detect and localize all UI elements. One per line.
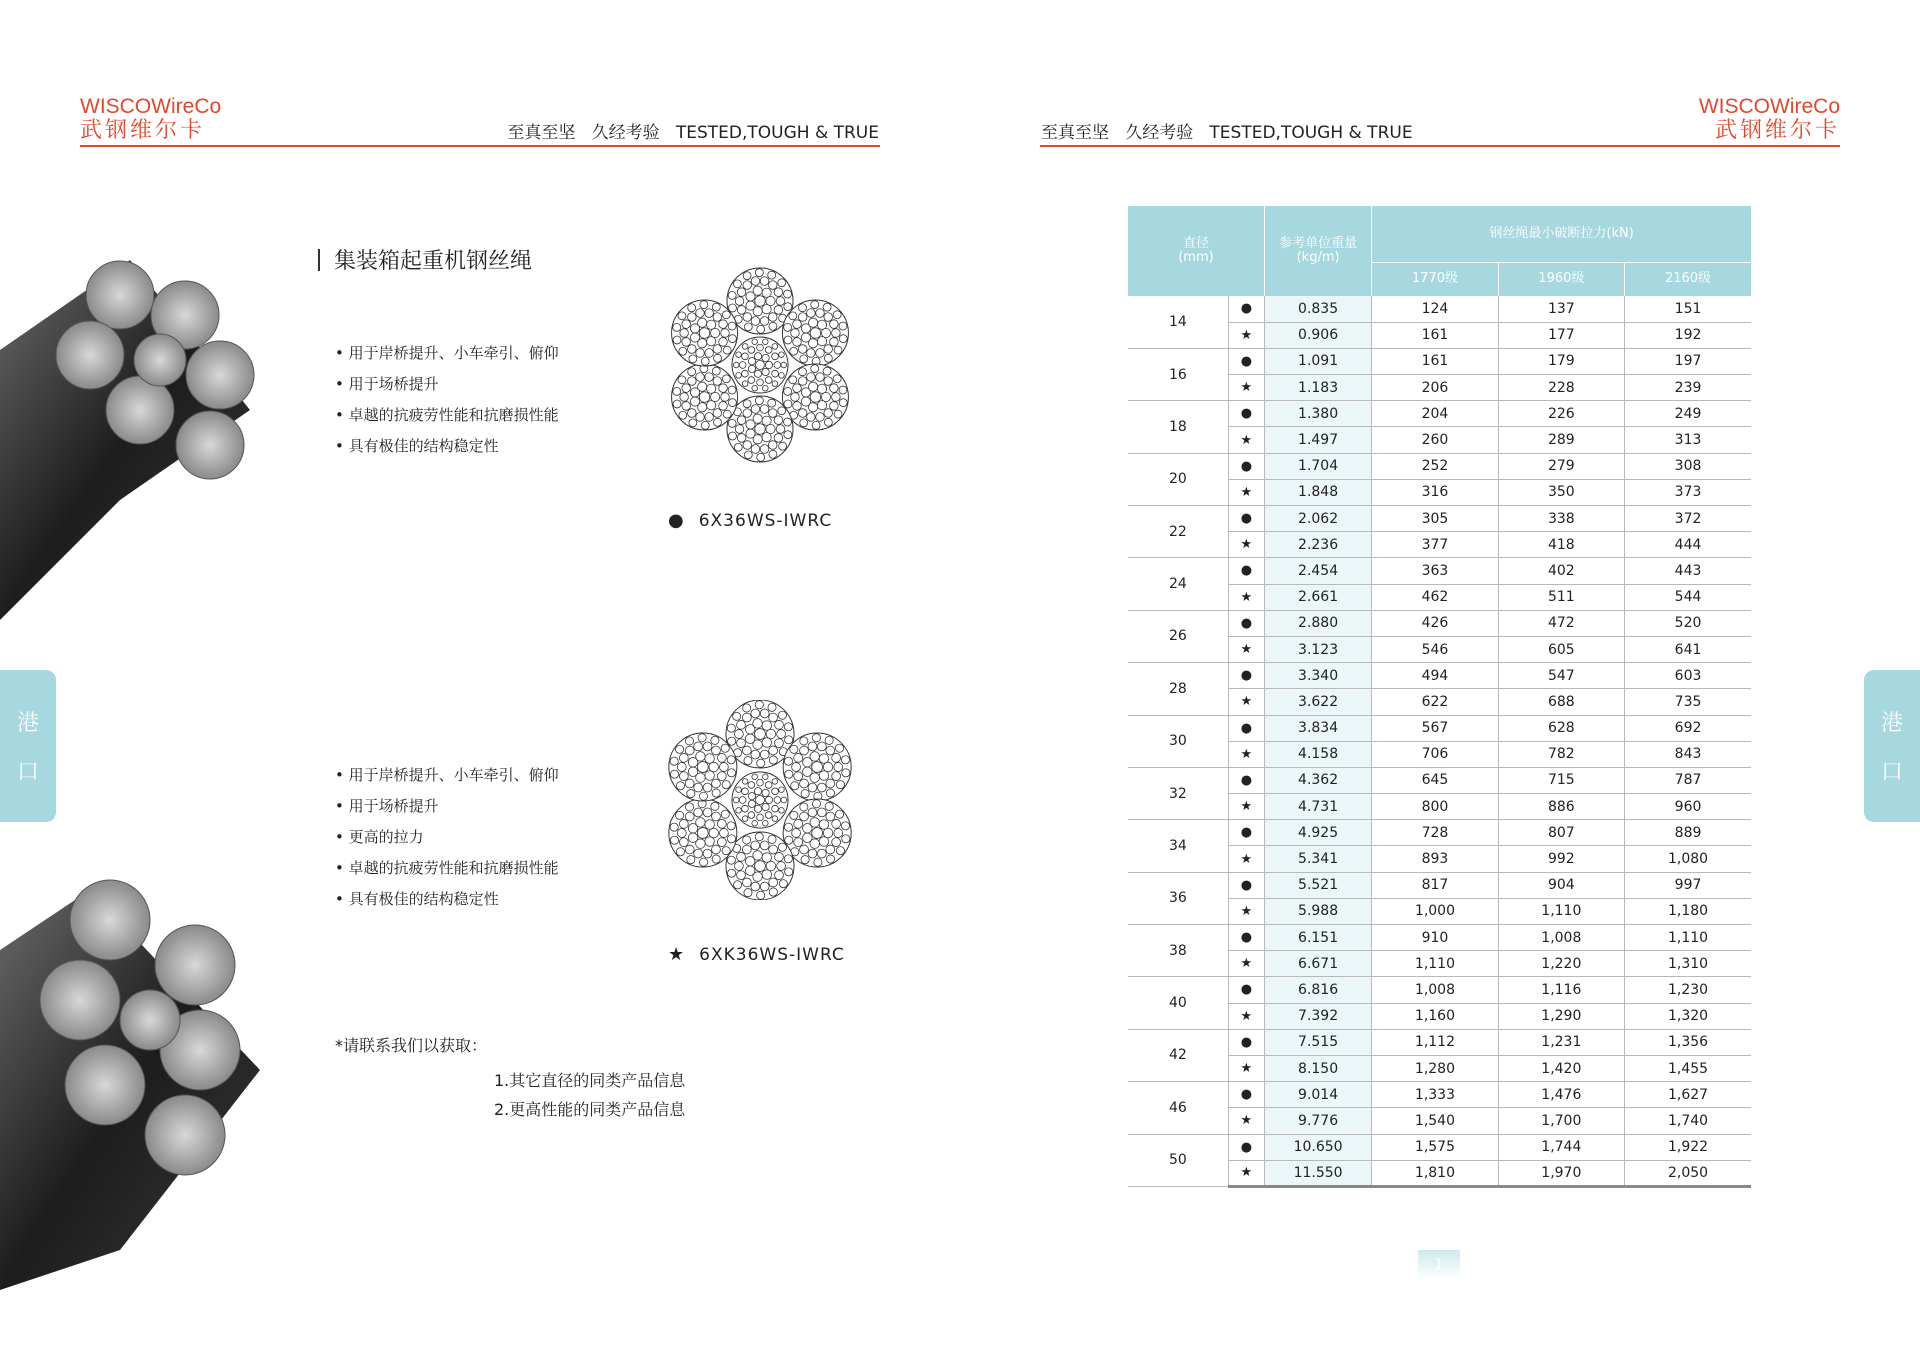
col-header-grade: 1960级: [1498, 262, 1624, 296]
marker-cell: ★: [1228, 322, 1264, 348]
brand-name-en: WISCOWireCo: [1698, 95, 1840, 118]
marker-cell: ★: [1228, 479, 1264, 505]
spec-table: [1128, 206, 1751, 1188]
table-row: [1128, 401, 1751, 427]
marker-cell: ★: [1228, 846, 1264, 872]
marker-cell: ★: [1228, 636, 1264, 662]
contact-heading: *请联系我们以获取：: [335, 1036, 488, 1055]
table-row: [1128, 820, 1751, 846]
force-cell: 177: [1498, 322, 1624, 348]
table-row: [1128, 506, 1751, 532]
force-cell: 567: [1372, 715, 1498, 741]
page-number: 1: [1418, 1250, 1460, 1280]
table-row: [1128, 558, 1751, 584]
force-cell: 1,160: [1372, 1003, 1498, 1029]
force-cell: 1,356: [1625, 1029, 1751, 1055]
force-cell: 1,231: [1498, 1029, 1624, 1055]
force-cell: 960: [1625, 794, 1751, 820]
force-cell: 1,110: [1372, 951, 1498, 977]
weight-cell: 4.158: [1264, 741, 1371, 767]
force-cell: 161: [1372, 322, 1498, 348]
force-cell: 402: [1498, 558, 1624, 584]
marker-cell: ★: [1228, 689, 1264, 715]
marker-cell: ●: [1228, 1082, 1264, 1108]
table-row: [1128, 1082, 1751, 1108]
force-cell: 997: [1625, 872, 1751, 898]
force-cell: 1,476: [1498, 1082, 1624, 1108]
force-cell: 511: [1498, 584, 1624, 610]
diameter-cell: 28: [1128, 663, 1228, 715]
marker-cell: ●: [1228, 610, 1264, 636]
marker-cell: ★: [1228, 427, 1264, 453]
product1-model: 6X36WS-IWRC: [698, 510, 833, 531]
force-cell: 886: [1498, 794, 1624, 820]
side-tab-right[interactable]: [1864, 670, 1920, 822]
force-cell: 151: [1625, 296, 1751, 322]
diameter-cell: 36: [1128, 872, 1228, 924]
weight-cell: 3.622: [1264, 689, 1371, 715]
force-cell: 1,744: [1498, 1134, 1624, 1160]
force-cell: 308: [1625, 453, 1751, 479]
table-row: [1128, 1029, 1751, 1055]
force-cell: 728: [1372, 820, 1498, 846]
weight-cell: 1.091: [1264, 348, 1371, 374]
table-row: [1128, 348, 1751, 374]
force-cell: 472: [1498, 610, 1624, 636]
weight-cell: 2.880: [1264, 610, 1371, 636]
force-cell: 1,740: [1625, 1108, 1751, 1134]
product1-caption: [668, 510, 832, 531]
weight-unit: (kg/m): [1296, 250, 1340, 265]
force-cell: 226: [1498, 401, 1624, 427]
marker-cell: ★: [1228, 584, 1264, 610]
marker-cell: ★: [1228, 532, 1264, 558]
brand-name-en: WISCOWireCo: [80, 95, 222, 118]
contact-item: 1.其它直径的同类产品信息: [494, 1071, 686, 1090]
force-cell: 338: [1498, 506, 1624, 532]
weight-cell: 1.704: [1264, 453, 1371, 479]
diameter-cell: 16: [1128, 348, 1228, 400]
force-cell: 206: [1372, 375, 1498, 401]
force-cell: 605: [1498, 636, 1624, 662]
table-row: [1128, 925, 1751, 951]
brand-name-cn: 武钢维尔卡: [80, 118, 206, 143]
force-cell: 546: [1372, 636, 1498, 662]
marker-cell: ●: [1228, 1134, 1264, 1160]
force-cell: 1,112: [1372, 1029, 1498, 1055]
force-cell: 313: [1625, 427, 1751, 453]
steel-rope-photo-bottom: [0, 870, 270, 1290]
force-cell: 520: [1625, 610, 1751, 636]
diameter-cell: 14: [1128, 296, 1228, 348]
weight-cell: 1.380: [1264, 401, 1371, 427]
weight-label: 参考单位重量: [1279, 236, 1358, 251]
side-tab-char: 口: [1880, 760, 1903, 785]
marker-cell: ★: [1228, 1055, 1264, 1081]
marker-cell: ★: [1228, 741, 1264, 767]
force-cell: 1,922: [1625, 1134, 1751, 1160]
table-row: [1128, 767, 1751, 793]
diameter-cell: 20: [1128, 453, 1228, 505]
contact-item: 2.更高性能的同类产品信息: [494, 1100, 686, 1119]
diameter-cell: 24: [1128, 558, 1228, 610]
weight-cell: 5.521: [1264, 872, 1371, 898]
diameter-cell: 42: [1128, 1029, 1228, 1081]
force-cell: 1,540: [1372, 1108, 1498, 1134]
force-cell: 137: [1498, 296, 1624, 322]
marker-cell: ●: [1228, 558, 1264, 584]
force-cell: 426: [1372, 610, 1498, 636]
force-cell: 1,627: [1625, 1082, 1751, 1108]
diameter-cell: 18: [1128, 401, 1228, 453]
feature-item: • 用于岸桥提升、小车牵引、俯仰: [335, 338, 559, 369]
force-cell: 316: [1372, 479, 1498, 505]
weight-cell: 0.906: [1264, 322, 1371, 348]
diameter-cell: 22: [1128, 506, 1228, 558]
force-cell: 444: [1625, 532, 1751, 558]
force-cell: 179: [1498, 348, 1624, 374]
force-cell: 893: [1372, 846, 1498, 872]
force-cell: 547: [1498, 663, 1624, 689]
diameter-cell: 46: [1128, 1082, 1228, 1134]
diameter-cell: 32: [1128, 767, 1228, 819]
force-cell: 1,220: [1498, 951, 1624, 977]
marker-cell: ★: [1228, 1108, 1264, 1134]
marker-cell: ●: [1228, 977, 1264, 1003]
section-title-text: 集装箱起重机钢丝绳: [334, 249, 533, 274]
marker-cell: ★: [1228, 1003, 1264, 1029]
force-cell: 373: [1625, 479, 1751, 505]
force-cell: 645: [1372, 767, 1498, 793]
diameter-cell: 38: [1128, 925, 1228, 977]
weight-cell: 2.236: [1264, 532, 1371, 558]
diameter-cell: 40: [1128, 977, 1228, 1029]
force-cell: 377: [1372, 532, 1498, 558]
circle-marker-icon: ●: [668, 510, 685, 531]
force-cell: 603: [1625, 663, 1751, 689]
weight-cell: 5.988: [1264, 898, 1371, 924]
weight-cell: 9.014: [1264, 1082, 1371, 1108]
force-cell: 1,110: [1625, 925, 1751, 951]
force-cell: 1,116: [1498, 977, 1624, 1003]
force-cell: 228: [1498, 375, 1624, 401]
title-bar: [318, 249, 320, 271]
force-cell: 628: [1498, 715, 1624, 741]
table-row: [1128, 610, 1751, 636]
header-rule-right: [1040, 145, 1840, 147]
force-cell: 1,008: [1498, 925, 1624, 951]
force-cell: 904: [1498, 872, 1624, 898]
marker-cell: ●: [1228, 767, 1264, 793]
col-header-breaking-force: 钢丝绳最小破断拉力(kN): [1372, 206, 1751, 262]
header-rule-left: [80, 145, 880, 147]
weight-cell: 11.550: [1264, 1160, 1371, 1186]
col-header-diameter: [1128, 206, 1264, 296]
feature-item: • 用于岸桥提升、小车牵引、俯仰: [335, 760, 559, 791]
brand-logo-left: [80, 96, 221, 144]
force-cell: 622: [1372, 689, 1498, 715]
force-cell: 124: [1372, 296, 1498, 322]
force-cell: 1,700: [1498, 1108, 1624, 1134]
force-cell: 239: [1625, 375, 1751, 401]
marker-cell: ●: [1228, 1029, 1264, 1055]
diameter-unit: (mm): [1178, 250, 1214, 265]
marker-cell: ●: [1228, 872, 1264, 898]
marker-cell: ★: [1228, 375, 1264, 401]
weight-cell: 2.454: [1264, 558, 1371, 584]
brand-logo-right: [1699, 96, 1840, 144]
force-cell: 197: [1625, 348, 1751, 374]
feature-item: • 卓越的抗疲劳性能和抗磨损性能: [335, 400, 559, 431]
brand-name-cn: 武钢维尔卡: [1714, 118, 1840, 143]
weight-cell: 1.183: [1264, 375, 1371, 401]
col-header-grade: 2160级: [1625, 262, 1751, 296]
weight-cell: 6.816: [1264, 977, 1371, 1003]
table-row: [1128, 1134, 1751, 1160]
rope-cross-section-6x36ws: [660, 265, 860, 465]
weight-cell: 5.341: [1264, 846, 1371, 872]
rope-cross-section-6xk36ws: [660, 700, 860, 900]
table-row: [1128, 663, 1751, 689]
force-cell: 1,000: [1372, 898, 1498, 924]
force-cell: 1,180: [1625, 898, 1751, 924]
force-cell: 1,455: [1625, 1055, 1751, 1081]
force-cell: 787: [1625, 767, 1751, 793]
star-marker-icon: ★: [668, 944, 686, 965]
force-cell: 1,280: [1372, 1055, 1498, 1081]
force-cell: 1,810: [1372, 1160, 1498, 1186]
weight-cell: 4.731: [1264, 794, 1371, 820]
diameter-label: 直径: [1182, 236, 1209, 251]
weight-cell: 3.340: [1264, 663, 1371, 689]
marker-cell: ●: [1228, 715, 1264, 741]
force-cell: 782: [1498, 741, 1624, 767]
force-cell: 992: [1498, 846, 1624, 872]
force-cell: 443: [1625, 558, 1751, 584]
force-cell: 1,420: [1498, 1055, 1624, 1081]
product2-features: [335, 760, 559, 915]
force-cell: 1,320: [1625, 1003, 1751, 1029]
force-cell: 418: [1498, 532, 1624, 558]
diameter-cell: 26: [1128, 610, 1228, 662]
product1-features: [335, 338, 559, 462]
weight-cell: 6.151: [1264, 925, 1371, 951]
marker-cell: ●: [1228, 820, 1264, 846]
force-cell: 372: [1625, 506, 1751, 532]
weight-cell: 2.062: [1264, 506, 1371, 532]
force-cell: 305: [1372, 506, 1498, 532]
force-cell: 1,310: [1625, 951, 1751, 977]
force-cell: 1,080: [1625, 846, 1751, 872]
product2-caption: [668, 944, 845, 965]
marker-cell: ★: [1228, 898, 1264, 924]
force-cell: 279: [1498, 453, 1624, 479]
marker-cell: ●: [1228, 663, 1264, 689]
col-header-grade: 1770级: [1372, 262, 1498, 296]
force-cell: 192: [1625, 322, 1751, 348]
force-cell: 807: [1498, 820, 1624, 846]
weight-cell: 8.150: [1264, 1055, 1371, 1081]
marker-cell: ●: [1228, 401, 1264, 427]
feature-item: • 用于场桥提升: [335, 369, 559, 400]
weight-cell: 6.671: [1264, 951, 1371, 977]
feature-item: • 卓越的抗疲劳性能和抗磨损性能: [335, 853, 559, 884]
table-row: [1128, 977, 1751, 1003]
marker-cell: ●: [1228, 296, 1264, 322]
force-cell: 252: [1372, 453, 1498, 479]
marker-cell: ●: [1228, 348, 1264, 374]
force-cell: 688: [1498, 689, 1624, 715]
force-cell: 350: [1498, 479, 1624, 505]
feature-item: • 更高的拉力: [335, 822, 559, 853]
force-cell: 910: [1372, 925, 1498, 951]
force-cell: 1,575: [1372, 1134, 1498, 1160]
force-cell: 817: [1372, 872, 1498, 898]
side-tab-char: 港: [1880, 711, 1903, 736]
side-tab-left[interactable]: [0, 670, 56, 822]
marker-cell: ★: [1228, 951, 1264, 977]
force-cell: 544: [1625, 584, 1751, 610]
col-header-weight: [1264, 206, 1371, 296]
force-cell: 735: [1625, 689, 1751, 715]
table-row: [1128, 715, 1751, 741]
section-title: [318, 244, 532, 275]
weight-cell: 1.497: [1264, 427, 1371, 453]
weight-cell: 0.835: [1264, 296, 1371, 322]
contact-list: [494, 1066, 685, 1124]
feature-item: • 具有极佳的结构稳定性: [335, 431, 559, 462]
weight-cell: 2.661: [1264, 584, 1371, 610]
weight-cell: 3.123: [1264, 636, 1371, 662]
force-cell: 1,008: [1372, 977, 1498, 1003]
force-cell: 1,230: [1625, 977, 1751, 1003]
marker-cell: ★: [1228, 794, 1264, 820]
diameter-cell: 34: [1128, 820, 1228, 872]
diameter-cell: 30: [1128, 715, 1228, 767]
force-cell: 249: [1625, 401, 1751, 427]
weight-cell: 3.834: [1264, 715, 1371, 741]
marker-cell: ●: [1228, 506, 1264, 532]
marker-cell: ●: [1228, 925, 1264, 951]
force-cell: 462: [1372, 584, 1498, 610]
force-cell: 692: [1625, 715, 1751, 741]
force-cell: 1,333: [1372, 1082, 1498, 1108]
force-cell: 889: [1625, 820, 1751, 846]
table-row: [1128, 872, 1751, 898]
force-cell: 289: [1498, 427, 1624, 453]
table-row: [1128, 296, 1751, 322]
force-cell: 2,050: [1625, 1160, 1751, 1186]
side-tab-char: 港: [16, 711, 39, 736]
force-cell: 1,110: [1498, 898, 1624, 924]
force-cell: 800: [1372, 794, 1498, 820]
weight-cell: 4.925: [1264, 820, 1371, 846]
force-cell: 1,290: [1498, 1003, 1624, 1029]
marker-cell: ●: [1228, 453, 1264, 479]
weight-cell: 7.515: [1264, 1029, 1371, 1055]
weight-cell: 7.392: [1264, 1003, 1371, 1029]
table-row: [1128, 453, 1751, 479]
force-cell: 363: [1372, 558, 1498, 584]
feature-item: • 具有极佳的结构稳定性: [335, 884, 559, 915]
weight-cell: 10.650: [1264, 1134, 1371, 1160]
side-tab-char: 口: [16, 760, 39, 785]
force-cell: 260: [1372, 427, 1498, 453]
force-cell: 715: [1498, 767, 1624, 793]
slogan-right: 至真至坚 久经考验 TESTED,TOUGH & TRUE: [1041, 123, 1413, 143]
steel-rope-photo-top: [0, 240, 270, 640]
force-cell: 161: [1372, 348, 1498, 374]
marker-cell: ★: [1228, 1160, 1264, 1186]
weight-cell: 1.848: [1264, 479, 1371, 505]
feature-item: • 用于场桥提升: [335, 791, 559, 822]
force-cell: 494: [1372, 663, 1498, 689]
force-cell: 706: [1372, 741, 1498, 767]
weight-cell: 9.776: [1264, 1108, 1371, 1134]
force-cell: 204: [1372, 401, 1498, 427]
force-cell: 1,970: [1498, 1160, 1624, 1186]
product2-model: 6XK36WS-IWRC: [699, 944, 845, 965]
weight-cell: 4.362: [1264, 767, 1371, 793]
force-cell: 641: [1625, 636, 1751, 662]
diameter-cell: 50: [1128, 1134, 1228, 1186]
slogan-left: 至真至坚 久经考验 TESTED,TOUGH & TRUE: [507, 123, 879, 143]
force-cell: 843: [1625, 741, 1751, 767]
